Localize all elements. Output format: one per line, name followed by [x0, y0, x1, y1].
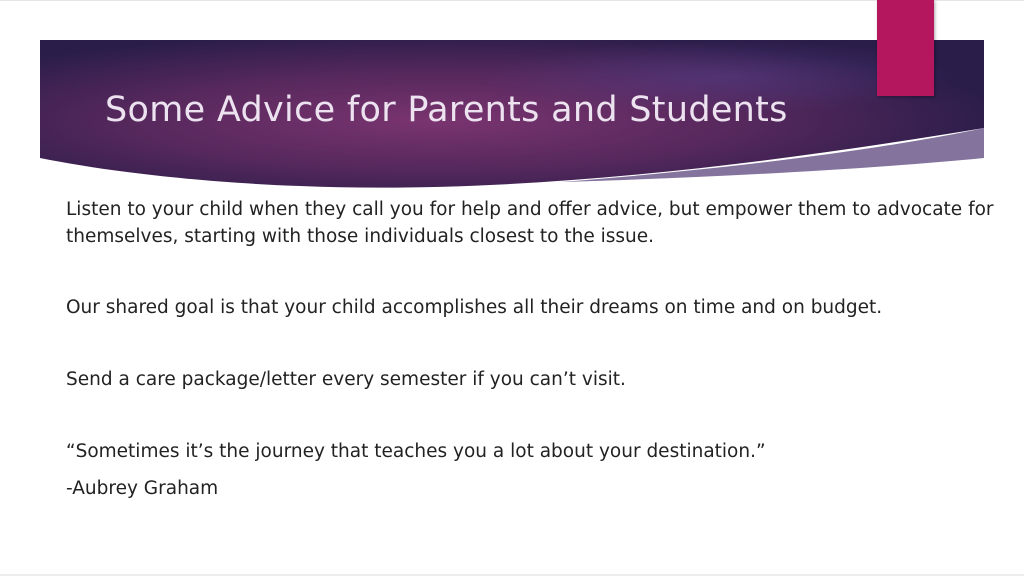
quote-author: -Aubrey Graham [66, 478, 219, 499]
quote-text: “Sometimes it’s the journey that teaches you a lot about your destination.” [66, 441, 766, 462]
accent-tab [877, 0, 934, 96]
advice-shared-goal: Our shared goal is that your child accomplishes all their dreams on time and on budget. [66, 297, 883, 318]
advice-care-package: Send a care package/letter every semester if you can’t visit. [66, 369, 626, 390]
slide-body [66, 196, 996, 502]
advice-listen: Listen to your child when they call you for help and offer advice, but empower them to advocate for themselves, starting with those individuals closest to the issue. [66, 199, 994, 247]
slide-title: Some Advice for Parents and Students [105, 90, 788, 130]
